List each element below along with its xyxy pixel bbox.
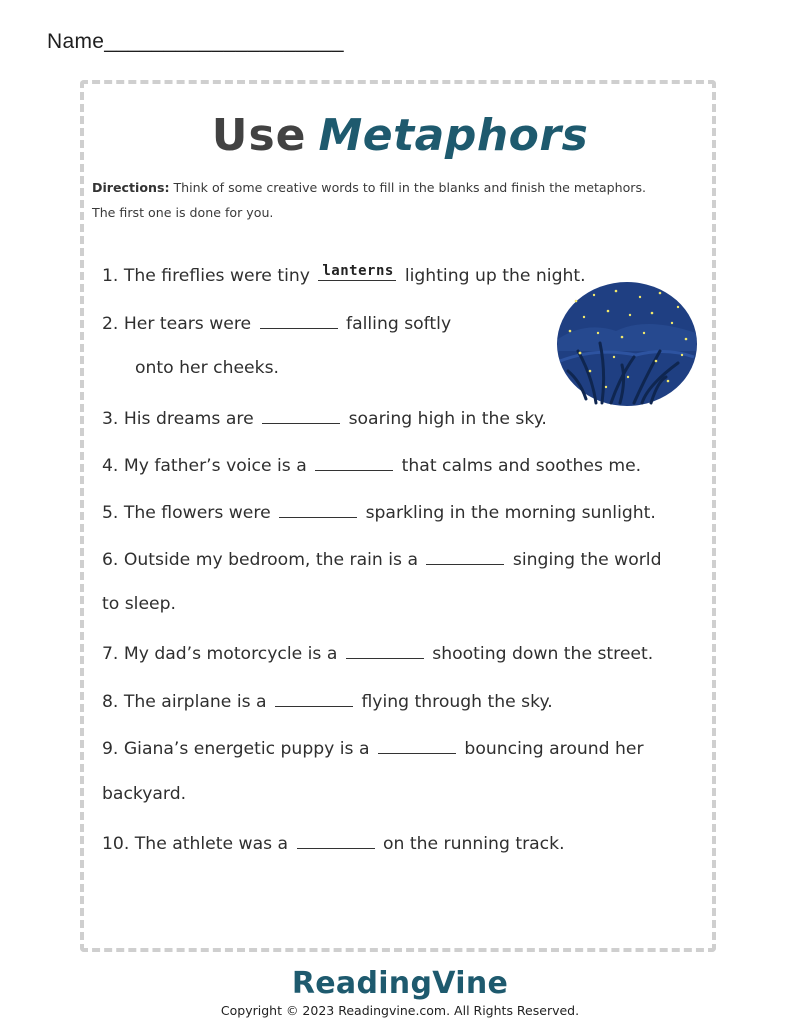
directions-text-2: The first one is done for you. [92,205,274,220]
question-6-continued [102,594,176,614]
question-text: 1. The fireflies were tiny [102,266,316,286]
question-text: bouncing around her [458,739,644,759]
answer-blank[interactable] [279,500,357,518]
question-text: backyard. [102,784,187,804]
answer-blank[interactable] [315,453,393,471]
question-text: 5. The flowers were [102,503,277,523]
question-text: 6. Outside my bedroom, the rain is a [102,550,424,570]
question-text: sparkling in the morning sunlight. [360,503,656,523]
answer-blank[interactable] [378,736,456,754]
question-7 [102,641,653,664]
example-answer: lanterns [322,263,394,279]
question-text: soaring high in the sky. [343,409,547,429]
directions-label: Directions: [92,180,170,195]
question-text: to sleep. [102,594,176,614]
question-text: flying through the sky. [356,692,553,712]
answer-blank[interactable] [346,641,424,659]
title-word-metaphors: Metaphors [318,110,589,161]
question-text: 7. My dad’s motorcycle is a [102,644,343,664]
question-text: on the running track. [377,834,565,854]
question-text: 9. Giana’s energetic puppy is a [102,739,375,759]
question-text: falling softly [340,314,452,334]
question-3 [102,406,547,429]
readingvine-logo: ReadingVine [291,966,509,1001]
question-text: shooting down the street. [426,644,654,664]
question-text: lighting up the night. [399,266,586,286]
question-text: 4. My father’s voice is a [102,456,313,476]
answer-blank[interactable] [262,406,340,424]
copyright-text: Copyright © 2023 Readingvine.com. All Rights Reserved. [220,1003,580,1018]
question-2 [102,311,451,334]
question-8 [102,689,553,712]
question-text: 3. His dreams are [102,409,260,429]
page-title [0,110,800,161]
question-1 [102,263,586,286]
question-9 [102,736,644,759]
answer-blank[interactable] [297,831,375,849]
name-field-label: Name____________________ [47,30,344,53]
question-10 [102,831,565,854]
question-text: 2. Her tears were [102,314,257,334]
answer-blank[interactable] [260,311,338,329]
question-2-continued [135,358,279,378]
night-fireflies-illustration-icon [556,281,698,407]
question-text: singing the world [507,550,662,570]
question-text: 8. The airplane is a [102,692,273,712]
directions [92,175,712,225]
question-text: 10. The athlete was a [102,834,294,854]
question-4 [102,453,641,476]
directions-text-1: Think of some creative words to fill in the blanks and finish the metaphors. [169,180,647,195]
question-9-continued [102,784,186,804]
question-6 [102,547,662,570]
answer-blank[interactable] [318,263,396,281]
question-5 [102,500,656,523]
answer-blank[interactable] [426,547,504,565]
answer-blank[interactable] [275,689,353,707]
title-word-use: Use [211,110,307,161]
question-text: that calms and soothes me. [396,456,642,476]
question-text: onto her cheeks. [135,358,279,378]
